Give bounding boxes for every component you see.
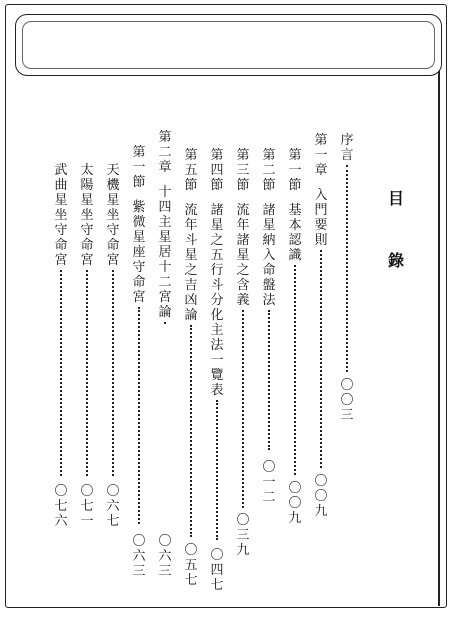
toc-entry-page: 〇 〇 三 — [340, 378, 354, 423]
toc-entry-page: 〇 六 三 — [132, 534, 146, 579]
toc-entry-label: 太 陽 星 坐 守 命 宮 — [80, 163, 94, 268]
toc-entry-label: 第 二 章 十 四 主 星 居 十 二 宮 論 — [158, 130, 172, 320]
toc-leader-dots — [138, 307, 140, 524]
toc-entry-page: 〇 四 七 — [210, 548, 224, 593]
toc-entry-label: 第 二 節 諸 星 納 入 命 盤 法 — [262, 148, 276, 308]
toc-leader-dots — [294, 265, 296, 475]
toc-entry-page: 〇 六 七 — [106, 484, 120, 529]
header-box-inner — [22, 21, 435, 69]
toc-leader-dots — [86, 270, 88, 476]
toc-entry-page: 〇 三 九 — [236, 513, 250, 558]
toc-title-char-2: 錄 — [387, 251, 404, 270]
toc-leader-dots — [164, 322, 166, 324]
toc-entry-label: 第 一 章 入 門 要 則 — [314, 133, 328, 248]
toc-entry-page: 〇 七 一 — [80, 484, 94, 529]
toc-entry-page: 〇 〇 九 — [314, 474, 328, 519]
toc-entry-label: 天 機 星 坐 守 命 宮 — [106, 163, 120, 268]
toc-entry-page: 〇 七 六 — [54, 484, 68, 529]
toc-leader-dots — [216, 400, 218, 540]
toc-leader-dots — [190, 325, 192, 537]
toc-entry-label: 第 一 節 紫 微 星 座 守 命 宮 — [132, 145, 146, 305]
toc-title-gap — [384, 208, 408, 252]
toc-leader-dots — [320, 250, 322, 468]
toc-title — [384, 190, 408, 270]
toc-entry-page: 〇 六 三 — [158, 534, 172, 579]
page-edge-line — [438, 70, 440, 606]
toc-leader-dots — [60, 270, 62, 476]
header-box — [15, 14, 442, 76]
toc-entry-page: 〇 一 二 — [262, 460, 276, 505]
toc-entry-page: 〇 〇 九 — [288, 481, 302, 526]
toc-entry-label: 第 五 節 流 年 斗 星 之 吉 凶 論 — [184, 148, 198, 323]
toc-leader-dots — [346, 165, 348, 372]
toc-title-char-1: 目 — [387, 189, 404, 208]
toc-leader-dots — [268, 310, 270, 450]
toc-entry-label: 序 言 — [340, 133, 354, 163]
toc-entry-label: 武 曲 星 坐 守 命 宮 — [54, 163, 68, 268]
toc-leader-dots — [242, 310, 244, 508]
toc-entry-label: 第 三 節 流 年 諸 星 之 含 義 — [236, 148, 250, 308]
toc-leader-dots — [112, 270, 114, 476]
toc-entry-label: 第 四 節 諸 星 之 五 行 斗 分 化 主 法 一 覽 表 — [210, 148, 224, 398]
toc-entry-label: 第 一 節 基 本 認 識 — [288, 148, 302, 263]
toc-entry-page: 〇 五 七 — [184, 543, 198, 588]
